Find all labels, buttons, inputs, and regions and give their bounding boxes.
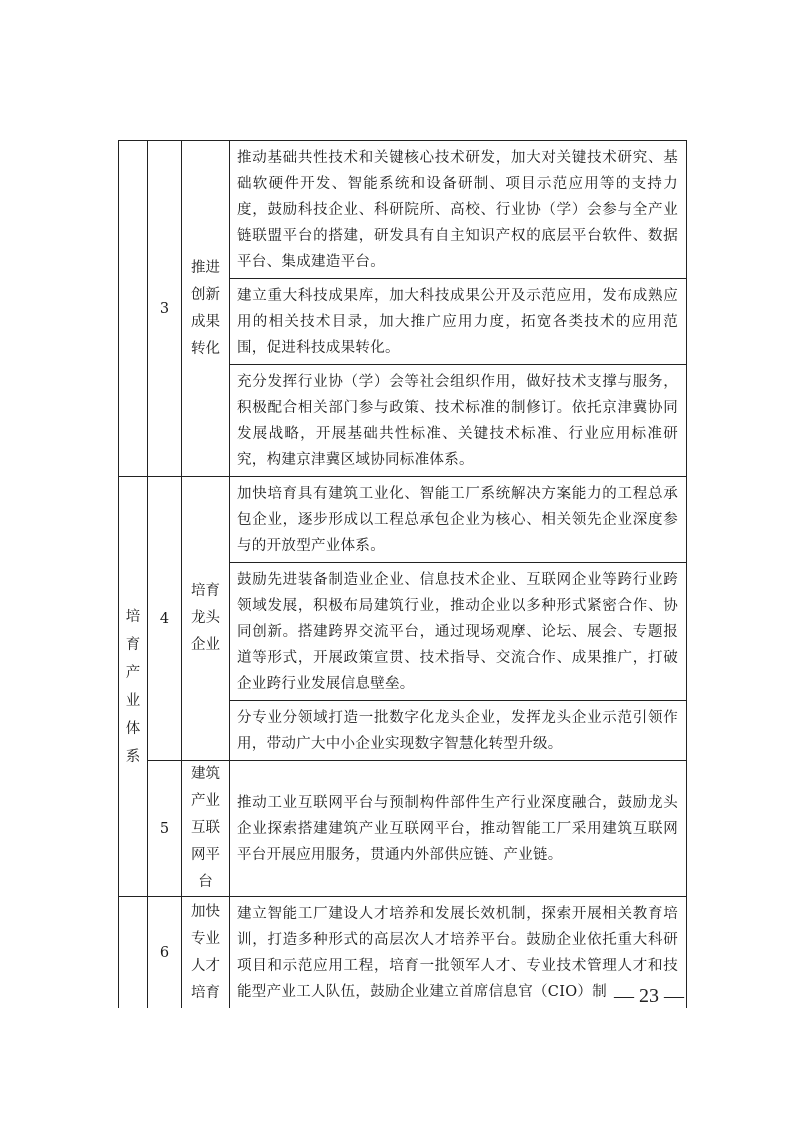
content-item: 充分发挥行业协（学）会等社会组织作用，做好技术支撑与服务，积极配合相关部门参与政策、技术标准的制修订。依托京津冀协同发展战略，开展基础共性标准、关键技术标准、行业应用标准研究，构建京津冀区域协同标准体系。 xyxy=(230,365,687,477)
content-item: 建立智能工厂建设人才培养和发展长效机制，探索开展相关教育培训，打造多种形式的高层次人才培养平台。鼓励企业依托重大科研项目和示范应用工程，培育一批领军人才、专业技术管理人才和技能型产业工人队伍，鼓励企业建立首席信息官（CIO）制 xyxy=(230,897,687,1009)
category-cell-empty xyxy=(119,897,148,1009)
row-number: 3 xyxy=(148,141,182,477)
task-label: 加快专业人才培育 xyxy=(191,903,220,1001)
task-label: 推进创新成果转化 xyxy=(191,259,220,357)
policy-table xyxy=(118,140,687,1008)
content-item: 鼓励先进装备制造业企业、信息技术企业、互联网企业等跨行业跨领域发展，积极布局建筑行业，推动企业以多种形式紧密合作、协同创新。搭建跨界交流平台，通过现场观摩、论坛、展会、专题报道等形式，开展政策宣贯、技术指导、交流合作、成果推广，打破企业跨行业发展信息壁垒。 xyxy=(230,563,687,701)
row-number: 4 xyxy=(148,477,182,761)
task-cell xyxy=(182,761,230,897)
task-cell xyxy=(182,141,230,477)
category-cell-empty xyxy=(119,141,148,477)
table-row xyxy=(119,761,687,897)
content-item: 建立重大科技成果库，加大科技成果公开及示范应用，发布成熟应用的相关技术目录，加大推广应用力度，拓宽各类技术的应用范围，促进科技成果转化。 xyxy=(230,279,687,365)
content-item: 加快培育具有建筑工业化、智能工厂系统解决方案能力的工程总承包企业，逐步形成以工程总承包企业为核心、相关领先企业深度参与的开放型产业体系。 xyxy=(230,477,687,563)
content-item: 推动工业互联网平台与预制构件部件生产行业深度融合，鼓励龙头企业探索搭建建筑产业互联网平台，推动智能工厂采用建筑互联网平台开展应用服务，贯通内外部供应链、产业链。 xyxy=(230,761,687,897)
category-cell xyxy=(119,477,148,897)
content-item: 分专业分领域打造一批数字化龙头企业，发挥龙头企业示范引领作用，带动广大中小企业实现数字智慧化转型升级。 xyxy=(230,701,687,761)
row-number: 6 xyxy=(148,897,182,1009)
table-row xyxy=(119,477,687,563)
category-label: 培育产业体系 xyxy=(125,608,141,765)
task-label: 培育龙头企业 xyxy=(191,583,220,653)
row-number: 5 xyxy=(148,761,182,897)
task-cell xyxy=(182,897,230,1009)
page-number: — 23 — xyxy=(614,985,684,1007)
task-label: 建筑产业互联网平台 xyxy=(191,766,220,890)
content-item: 推动基础共性技术和关键核心技术研发，加大对关键技术研究、基础软硬件开发、智能系统和设备研制、项目示范应用等的支持力度，鼓励科技企业、科研院所、高校、行业协（学）会参与全产业链联盟平台的搭建，研发具有自主知识产权的底层平台软件、数据平台、集成建造平台。 xyxy=(230,141,687,279)
task-cell xyxy=(182,477,230,761)
table-row xyxy=(119,897,687,1009)
table-row xyxy=(119,141,687,279)
